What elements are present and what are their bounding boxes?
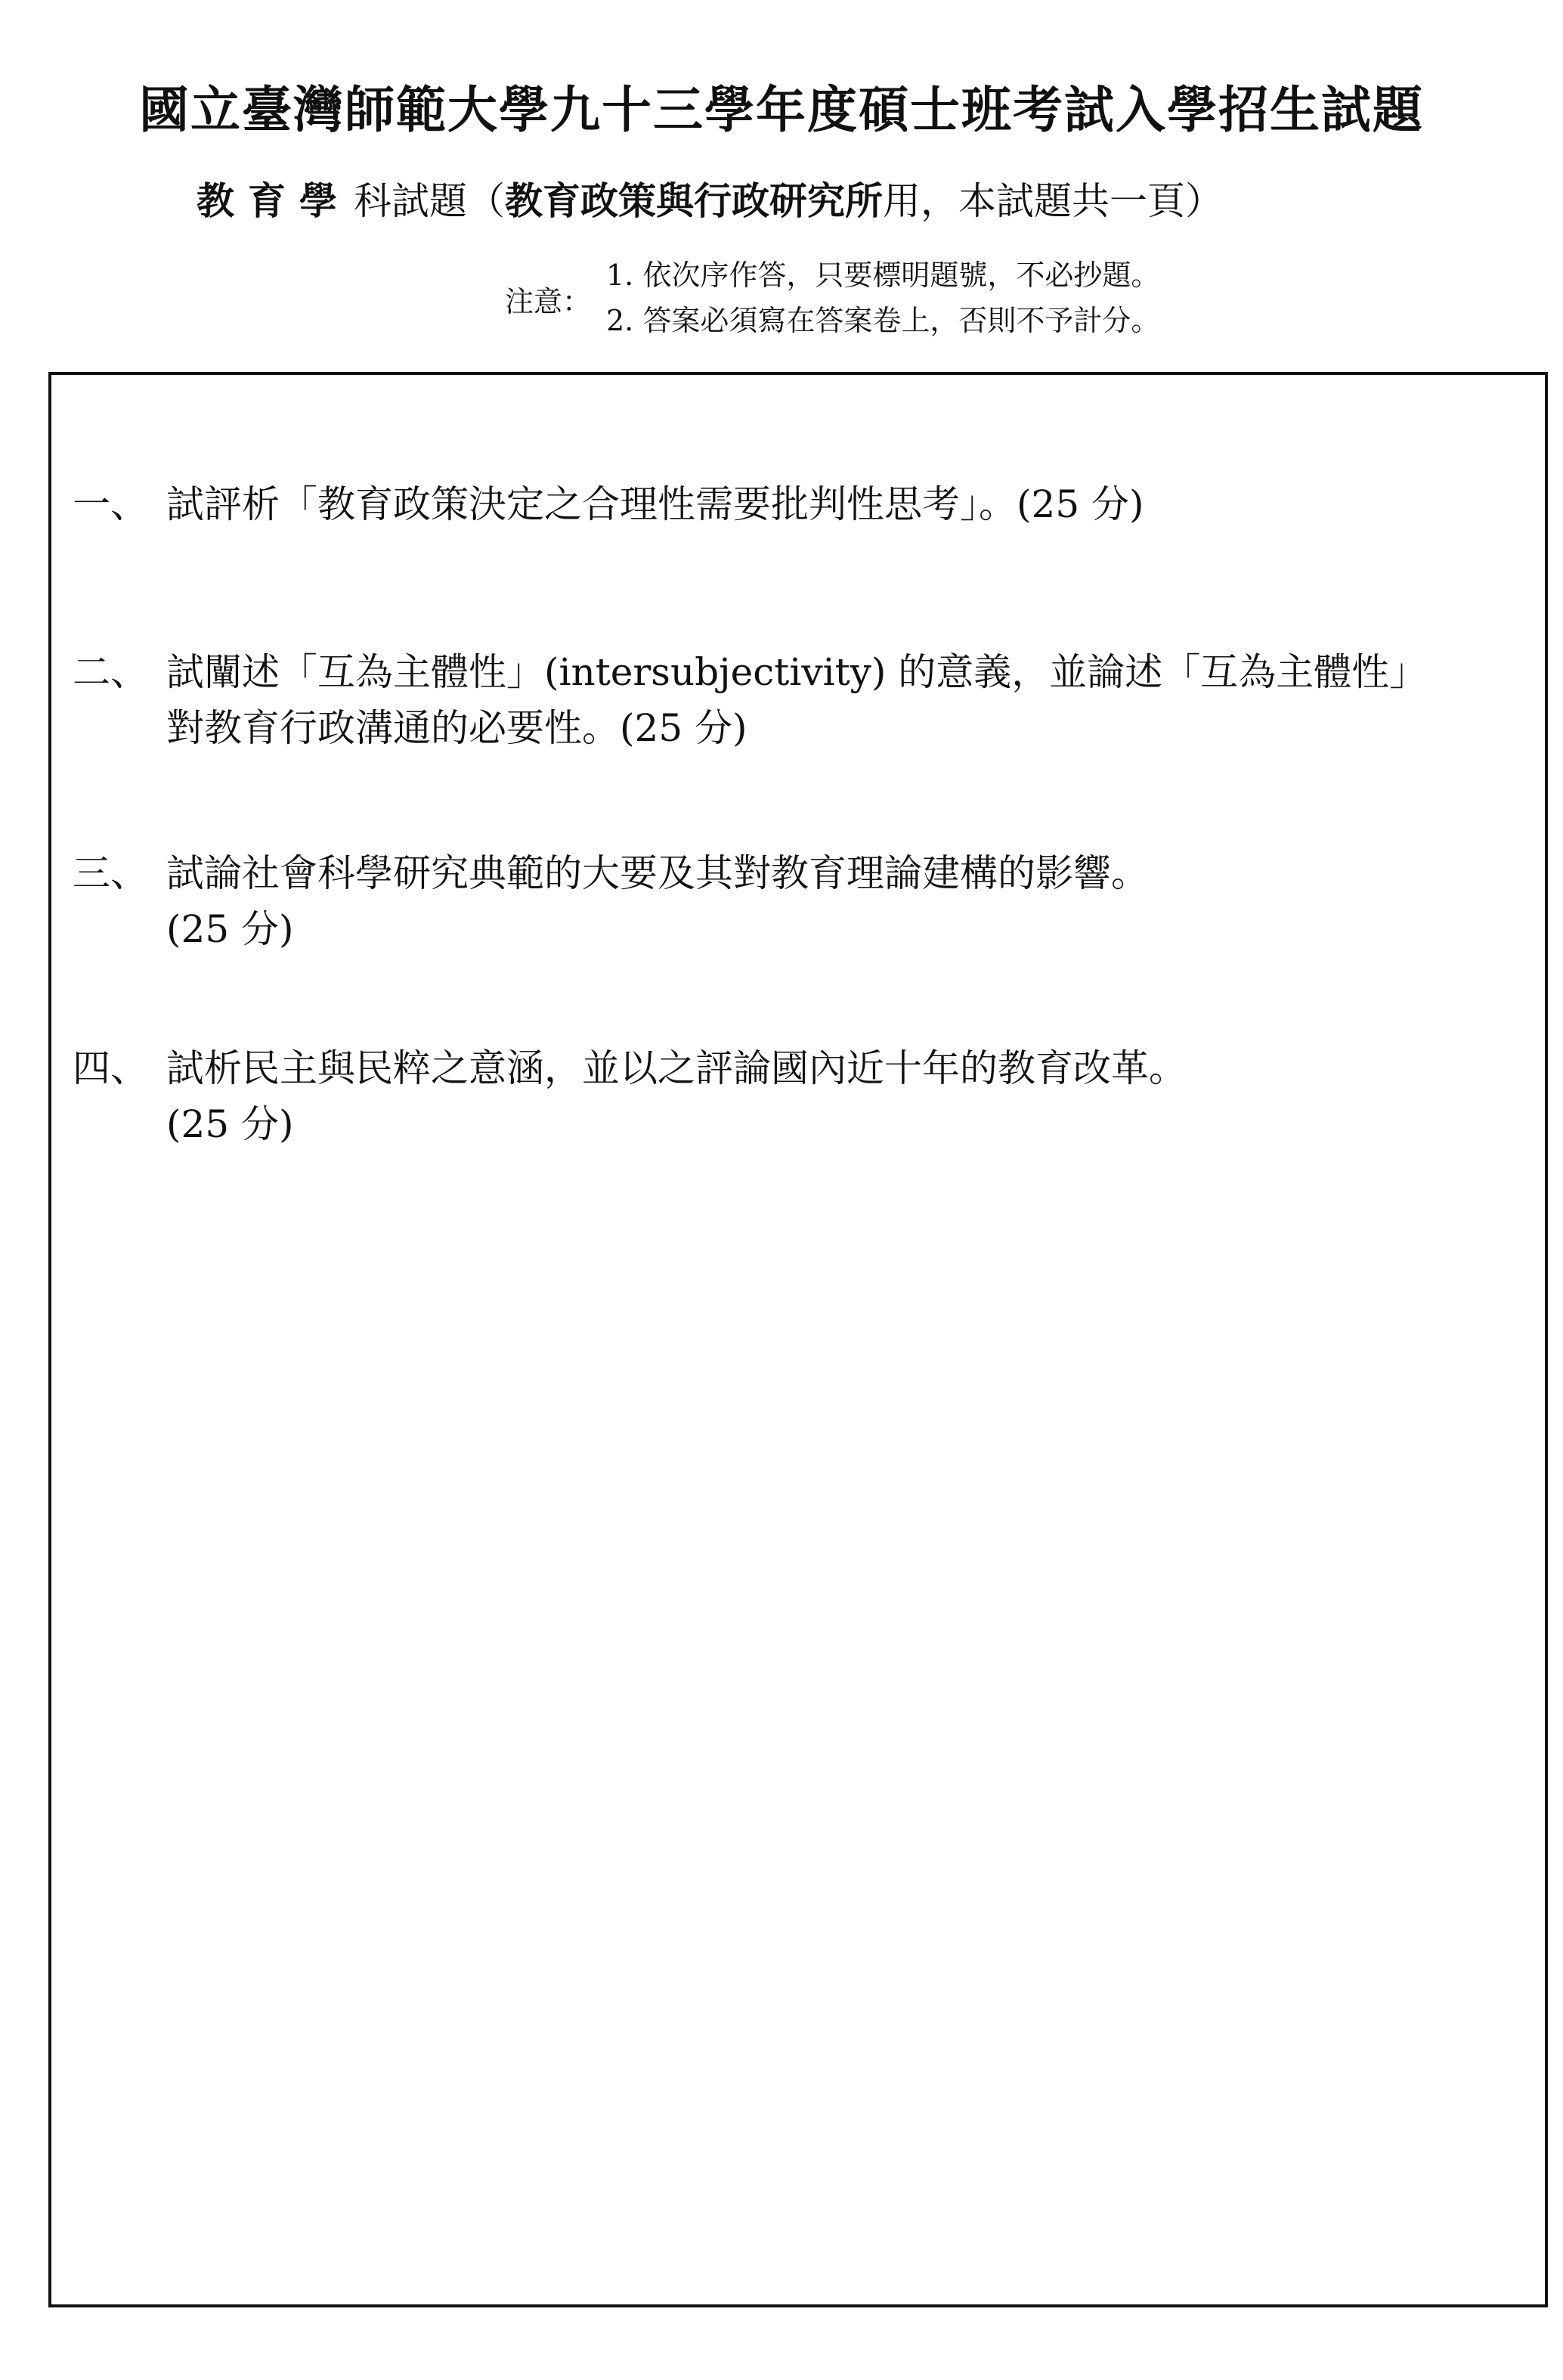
department-name: 教育政策與行政研究所 xyxy=(505,179,883,223)
question-4 xyxy=(73,1040,1187,1152)
question-number: 一、 xyxy=(73,482,148,526)
question-3 xyxy=(73,845,1149,957)
question-score: (25 分) xyxy=(166,907,294,951)
notes-label: 注意： xyxy=(505,285,592,318)
question-text-continued: 對教育行政溝通的必要性。(25 分) xyxy=(166,706,747,750)
question-text: 試闡述「互為主體性」(intersubjectivity) 的意義，並論述「互為主體性」 xyxy=(166,650,1428,694)
notes-list xyxy=(606,253,1159,343)
question-text: 試析民主與民粹之意涵，並以之評論國內近十年的教育改革。 xyxy=(166,1046,1187,1090)
question-text: 試評析「教育政策決定之合理性需要批判性思考」。(25 分) xyxy=(166,482,1144,526)
exam-title: 國立臺灣師範大學九十三學年度碩士班考試入學招生試題 xyxy=(139,81,1424,139)
question-number: 四、 xyxy=(73,1046,148,1090)
question-text: 試論社會科學研究典範的大要及其對教育理論建構的影響。 xyxy=(166,851,1149,895)
subject-name: 教育學 xyxy=(197,179,351,223)
question-1 xyxy=(73,476,1144,532)
subject-line xyxy=(197,171,1223,225)
question-number: 二、 xyxy=(73,650,148,694)
note-item-2: 2. 答案必須寫在答案卷上，否則不予計分。 xyxy=(606,304,1160,337)
question-number: 三、 xyxy=(73,851,148,895)
question-2 xyxy=(73,644,1427,756)
note-item-1: 1. 依次序作答，只要標明題號，不必抄題。 xyxy=(606,259,1160,292)
department-suffix: 用，本試題共一頁） xyxy=(883,179,1223,223)
subject-suffix: 科試題（ xyxy=(354,179,505,223)
question-score: (25 分) xyxy=(166,1102,294,1146)
